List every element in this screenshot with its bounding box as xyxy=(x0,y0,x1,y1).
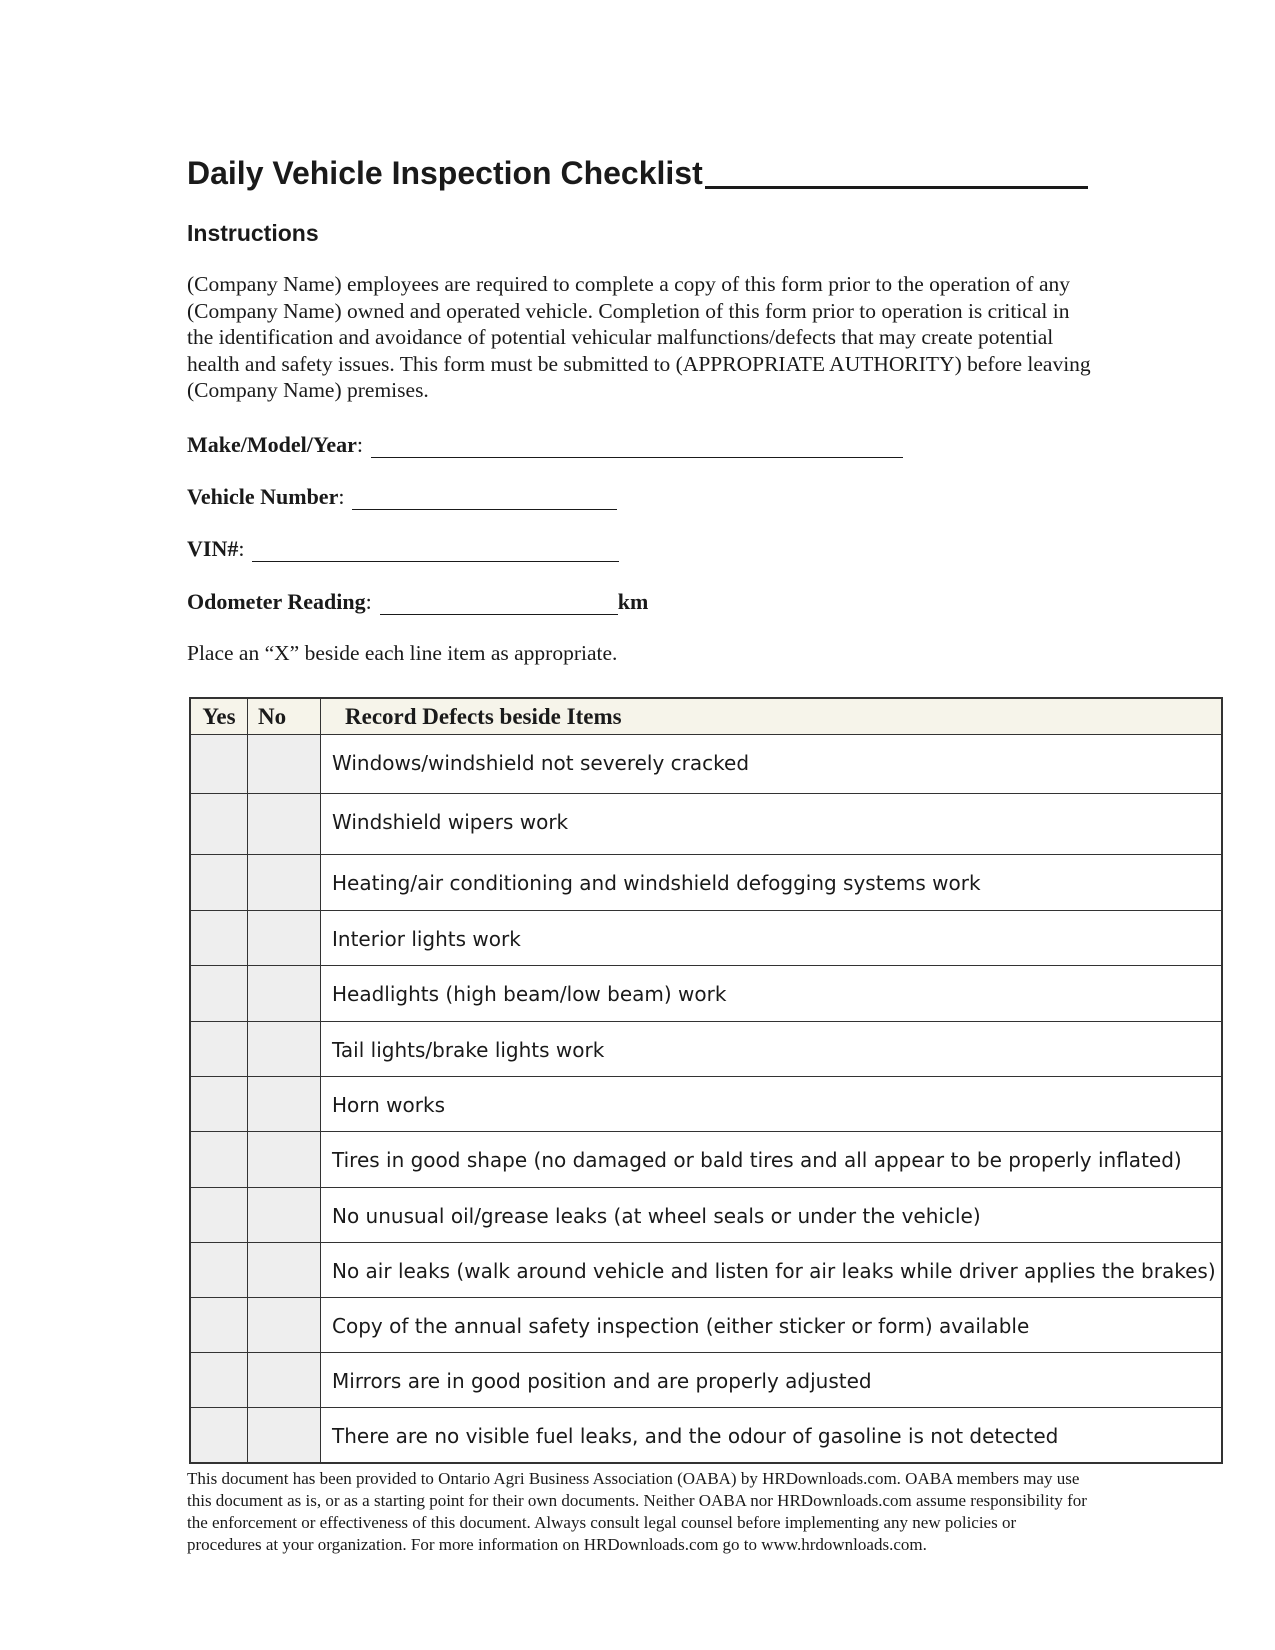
checklist-item: There are no visible fuel leaks, and the odour of gasoline is not detected xyxy=(321,1408,1223,1463)
table-row xyxy=(190,794,1222,855)
vehicle-number-label: Vehicle Number xyxy=(187,483,339,509)
no-checkbox-cell[interactable] xyxy=(248,1132,321,1188)
page-title: Daily Vehicle Inspection Checklist xyxy=(187,155,703,191)
footer-disclaimer: This document has been provided to Ontario Agri Business Association (OABA) by HRDownloads.com. OABA members may use this document as is, or as a starting point for their own documents. Neither OABA nor HRDownloads.com assume responsibility for the enforcement or effectiveness of this document. Always consult legal counsel before implementing any new policies or procedures at your organization. For more information on HRDownloads.com go to www.hrdownloads.com. xyxy=(187,1469,1087,1554)
checklist-item: Copy of the annual safety inspection (either sticker or form) available xyxy=(321,1298,1223,1353)
table-row xyxy=(190,1022,1222,1077)
checklist-item: No unusual oil/grease leaks (at wheel seals or under the vehicle) xyxy=(321,1188,1223,1243)
table-row xyxy=(190,1077,1222,1132)
no-checkbox-cell[interactable] xyxy=(248,966,321,1022)
table-row xyxy=(190,911,1222,966)
yes-checkbox-cell[interactable] xyxy=(190,855,248,911)
no-checkbox-cell[interactable] xyxy=(248,1077,321,1132)
make-model-year-colon: : xyxy=(356,431,363,457)
checklist-item: Tail lights/brake lights work xyxy=(321,1022,1223,1077)
yes-column-header: Yes xyxy=(190,698,248,735)
instructions-heading: Instructions xyxy=(187,220,319,246)
checklist-item: Interior lights work xyxy=(321,911,1223,966)
odometer-unit: km xyxy=(617,588,649,614)
checklist-item: Tires in good shape (no damaged or bald tires and all appear to be properly inflated) xyxy=(321,1132,1223,1188)
no-checkbox-cell[interactable] xyxy=(248,1353,321,1408)
vehicle-number-blank[interactable] xyxy=(352,489,617,510)
table-row xyxy=(190,966,1222,1022)
no-checkbox-cell[interactable] xyxy=(248,1022,321,1077)
make-model-year-field xyxy=(187,432,1222,458)
checklist-item: Windshield wipers work xyxy=(321,794,1223,855)
no-checkbox-cell[interactable] xyxy=(248,1188,321,1243)
vin-field xyxy=(187,536,1222,562)
table-row xyxy=(190,1243,1222,1298)
yes-checkbox-cell[interactable] xyxy=(190,794,248,855)
yes-checkbox-cell[interactable] xyxy=(190,911,248,966)
vin-colon: : xyxy=(238,535,245,561)
checklist-item: Horn works xyxy=(321,1077,1223,1132)
place-x-instruction: Place an “X” beside each line item as appropriate. xyxy=(187,640,618,665)
checklist-item: Heating/air conditioning and windshield defogging systems work xyxy=(321,855,1223,911)
table-header-row xyxy=(190,698,1222,735)
checklist-item: Headlights (high beam/low beam) work xyxy=(321,966,1223,1022)
make-model-year-label: Make/Model/Year xyxy=(187,431,357,457)
table-row xyxy=(190,1188,1222,1243)
odometer-field xyxy=(187,589,1222,615)
no-checkbox-cell[interactable] xyxy=(248,911,321,966)
make-model-year-blank[interactable] xyxy=(371,437,903,458)
checklist-item: Mirrors are in good position and are properly adjusted xyxy=(321,1353,1223,1408)
vin-label: VIN# xyxy=(187,535,239,561)
yes-checkbox-cell[interactable] xyxy=(190,1022,248,1077)
no-checkbox-cell[interactable] xyxy=(248,794,321,855)
yes-checkbox-cell[interactable] xyxy=(190,1132,248,1188)
table-row xyxy=(190,1408,1222,1463)
table-row xyxy=(190,1353,1222,1408)
no-checkbox-cell[interactable] xyxy=(248,735,321,794)
inspection-checklist-table xyxy=(189,697,1223,1464)
table-row xyxy=(190,855,1222,911)
no-checkbox-cell[interactable] xyxy=(248,1408,321,1463)
vin-blank[interactable] xyxy=(252,541,619,562)
instructions-paragraph: (Company Name) employees are required to complete a copy of this form prior to the operation of any (Company Name) owned and operated vehicle. Completion of this form prior to operation is critical in the identification and avoidance of potential vehicular malfunctions/defects that may create potential health and safety issues. This form must be submitted to (APPROPRIATE AUTHORITY) before leaving (Company Name) premises. xyxy=(187,272,1091,402)
table-row xyxy=(190,735,1222,794)
vehicle-number-field xyxy=(187,484,1222,510)
document-page xyxy=(187,148,1222,666)
checklist-item: Windows/windshield not severely cracked xyxy=(321,735,1223,794)
title-underline xyxy=(187,148,1088,189)
yes-checkbox-cell[interactable] xyxy=(190,735,248,794)
item-column-header: Record Defects beside Items xyxy=(321,698,1223,735)
table-row xyxy=(190,1298,1222,1353)
yes-checkbox-cell[interactable] xyxy=(190,1408,248,1463)
table-row xyxy=(190,1132,1222,1188)
yes-checkbox-cell[interactable] xyxy=(190,1243,248,1298)
yes-checkbox-cell[interactable] xyxy=(190,1077,248,1132)
odometer-colon: : xyxy=(365,588,372,614)
yes-checkbox-cell[interactable] xyxy=(190,966,248,1022)
yes-checkbox-cell[interactable] xyxy=(190,1353,248,1408)
odometer-label: Odometer Reading xyxy=(187,588,366,614)
no-checkbox-cell[interactable] xyxy=(248,855,321,911)
odometer-blank[interactable] xyxy=(380,594,618,615)
no-column-header: No xyxy=(248,698,321,735)
checklist-item: No air leaks (walk around vehicle and listen for air leaks while driver applies the brakes) xyxy=(321,1243,1223,1298)
vehicle-number-colon: : xyxy=(338,483,345,509)
no-checkbox-cell[interactable] xyxy=(248,1298,321,1353)
yes-checkbox-cell[interactable] xyxy=(190,1188,248,1243)
yes-checkbox-cell[interactable] xyxy=(190,1298,248,1353)
no-checkbox-cell[interactable] xyxy=(248,1243,321,1298)
